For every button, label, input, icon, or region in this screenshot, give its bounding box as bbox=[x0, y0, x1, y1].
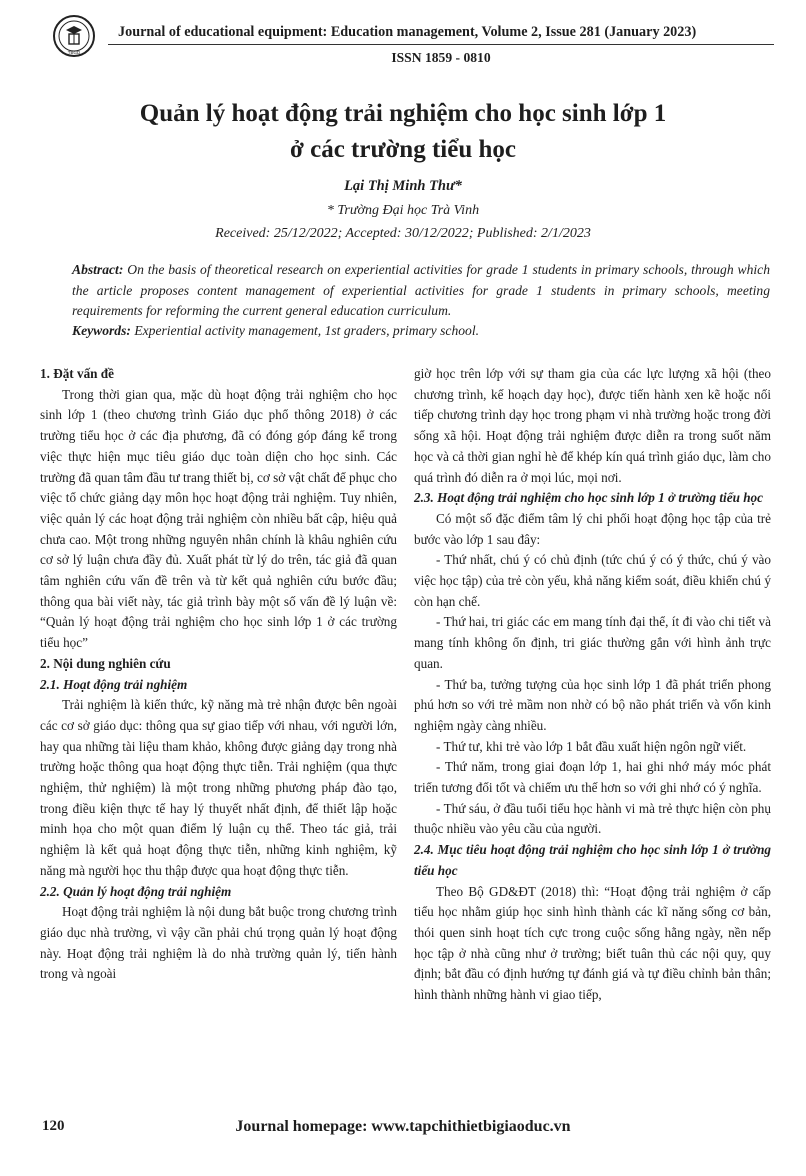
section-heading-2: 2. Nội dung nghiên cứu bbox=[40, 655, 171, 671]
keywords-label: Keywords: bbox=[72, 323, 131, 338]
paragraph: Hoạt động trải nghiệm là nội dung bắt buộc trong chương trình giáo dục nhà trường, vì vậy cần phải chú trọng quản lý hoạt động này. Hoạt động trải nghiệm là do nhà trường quản lý, tiến hành trong và ngoài bbox=[40, 904, 397, 982]
right-column bbox=[414, 364, 771, 1006]
subsection-heading-2-1: 2.1. Hoạt động trải nghiệm bbox=[40, 676, 188, 692]
keywords bbox=[72, 323, 770, 339]
list-item: - Thứ tư, khi trẻ vào lớp 1 bắt đầu xuất hiện ngôn ngữ viết. bbox=[436, 738, 747, 754]
subsection-heading-2-4: 2.4. Mục tiêu hoạt động trải nghiệm cho học sinh lớp 1 ở trường tiểu học bbox=[414, 842, 771, 878]
article-title bbox=[40, 96, 766, 168]
paragraph: Có một số đặc điểm tâm lý chi phối hoạt động học tập của trẻ bước vào lớp 1 sau đây: bbox=[414, 510, 771, 547]
abstract-text: On the basis of theoretical research on experiential activities for grade 1 students in primary schools, through which the article proposes content management of experiential activities for grade 1 students in primary schools, meeting requirements for reforming the current general education curriculum. bbox=[72, 262, 770, 318]
paragraph: Trải nghiệm là kiến thức, kỹ năng mà trẻ nhận được bên ngoài các cơ sở giáo dục: thông qua sự giao tiếp với nhau, với người lớn, hay qua những tài liệu tham khảo, không được giảng dạy trong nhà trường hoặc thông qua hoạt động thực tiễn. Trải nghiệm (qua thực nghiệm, thử nghiệm) là một trong những phương pháp đào tạo, trong điều kiện thực tế hay lý thuyết nhất định, để thiết lập hoặc minh họa cho một quan điểm lý luận cụ thể. Theo tác giả, trải nghiệm là kết quả hoạt động thực tiễn, những kinh nghiệm, kỹ năng mà người học thu thập được qua hoạt động thực tiễn. bbox=[40, 697, 397, 878]
list-item: - Thứ nhất, chú ý có chủ định (tức chú ý có ý thức, chú ý vào việc học tập) của trẻ còn yếu, khả năng kiểm soát, điều khiển chú ý còn hạn chế. bbox=[414, 552, 771, 609]
list-item: - Thứ năm, trong giai đoạn lớp 1, hai ghi nhớ máy móc phát triển tương đối tốt và chiếm ưu thế hơn so với ghi nhớ có ý nghĩa. bbox=[414, 759, 771, 796]
article-title-line-1: Quản lý hoạt động trải nghiệm cho học sinh lớp 1 bbox=[139, 100, 667, 127]
publication-dates: Received: 25/12/2022; Accepted: 30/12/2022; Published: 2/1/2023 bbox=[215, 226, 591, 241]
subsection-heading-2-2: 2.2. Quản lý hoạt động trải nghiệm bbox=[40, 883, 232, 899]
list-item: - Thứ ba, tưởng tượng của học sinh lớp 1 đã phát triển phong phú hơn so với trẻ mầm non nhờ có bộ não phát triển và vốn kinh nghiệm ngày càng nhiều. bbox=[414, 676, 771, 733]
paragraph: Trong thời gian qua, mặc dù hoạt động trải nghiệm cho học sinh lớp 1 (theo chương trình Giáo dục phổ thông 2018) ở các trường tiểu học ở các địa phương, đã có đóng góp đáng kể trong việc thực hiện mục tiêu giáo dục toàn diện cho học sinh. Các trường đã quan tâm đầu tư trang thiết bị, cơ sở vật chất để phục cho việc tổ chức giảng dạy môn học hoạt động trải nghiệm. Tuy nhiên, việc quản lý các hoạt động trải nghiệm còn nhiều bất cập, hiệu quả chưa cao. Một trong những nguyên nhân chính là khâu nghiên cứu cơ sở lý luận chưa đầy đủ. Xuất phát từ lý do trên, tác giả đã quan tâm nghiên cứu vấn đề trên và từ kết quả nghiên cứu bước đầu; thông qua bài viết này, tác giả trình bày một số vấn đề lý luận về: “Quản lý hoạt động trải nghiệm cho học sinh lớp 1 ở các trường tiểu học” bbox=[40, 386, 397, 651]
list-item: - Thứ sáu, ở đầu tuổi tiểu học hành vi mà trẻ thực hiện còn phụ thuộc nhiều vào yêu cầu của người. bbox=[414, 800, 771, 837]
journal-logo-icon bbox=[52, 14, 96, 58]
author-affiliation: * Trường Đại học Trà Vinh bbox=[326, 203, 480, 218]
section-heading-1: 1. Đặt vấn đề bbox=[40, 366, 114, 381]
left-column bbox=[40, 364, 397, 985]
logo-text: TBGD bbox=[67, 50, 81, 55]
list-item: - Thứ hai, tri giác các em mang tính đại thể, ít đi vào chi tiết và mang tính không ổn định, tri giác thường gắn với hình ảnh trực quan. bbox=[414, 614, 771, 671]
subsection-heading-2-3: 2.3. Hoạt động trải nghiệm cho học sinh lớp 1 ở trường tiểu học bbox=[414, 490, 763, 506]
author-name: Lại Thị Minh Thư* bbox=[344, 178, 462, 194]
journal-citation-line: Journal of educational equipment: Education management, Volume 2, Issue 281 (January 2023) bbox=[118, 24, 697, 40]
paragraph: giờ học trên lớp với sự tham gia của các lực lượng xã hội (theo chương trình, kế hoạch dạy học), được tiến hành xen kẽ hoặc nối tiếp chương trình dạy học trong phạm vi nhà trường hoặc trong đời sống xã hội. Hoạt động trải nghiệm được diễn ra trong suốt năm học và cả thời gian nghỉ hè để khép kín quá trình giáo dục, làm cho quá trình đó diễn ra ở mọi lúc, mọi nơi. bbox=[414, 366, 771, 485]
keywords-text: Experiential activity management, 1st graders, primary school. bbox=[134, 323, 480, 338]
page-number: 120 bbox=[42, 1118, 65, 1134]
paragraph: Theo Bộ GD&ĐT (2018) thì: “Hoạt động trải nghiệm ở cấp tiểu học nhằm giúp học sinh hình thành các kĩ năng sống cơ bản, thói quen sinh hoạt tích cực trong cuộc sống hằng ngày, nền nếp học tập ở nhà cũng như ở trường; biết tuân thủ các nội quy, quy định; bắt đầu có định hướng tự đánh giá và tự điều chỉnh bản thân; hình thành những hành vi giao tiếp, bbox=[414, 883, 771, 1003]
journal-homepage: Journal homepage: www.tapchithietbigiaoduc.vn bbox=[235, 1118, 571, 1135]
issn-line: ISSN 1859 - 0810 bbox=[391, 50, 491, 65]
abstract-label: Abstract: bbox=[72, 262, 124, 277]
header-rule bbox=[108, 44, 774, 45]
abstract bbox=[72, 260, 770, 322]
article-title-line-2: ở các trường tiểu học bbox=[290, 136, 516, 163]
